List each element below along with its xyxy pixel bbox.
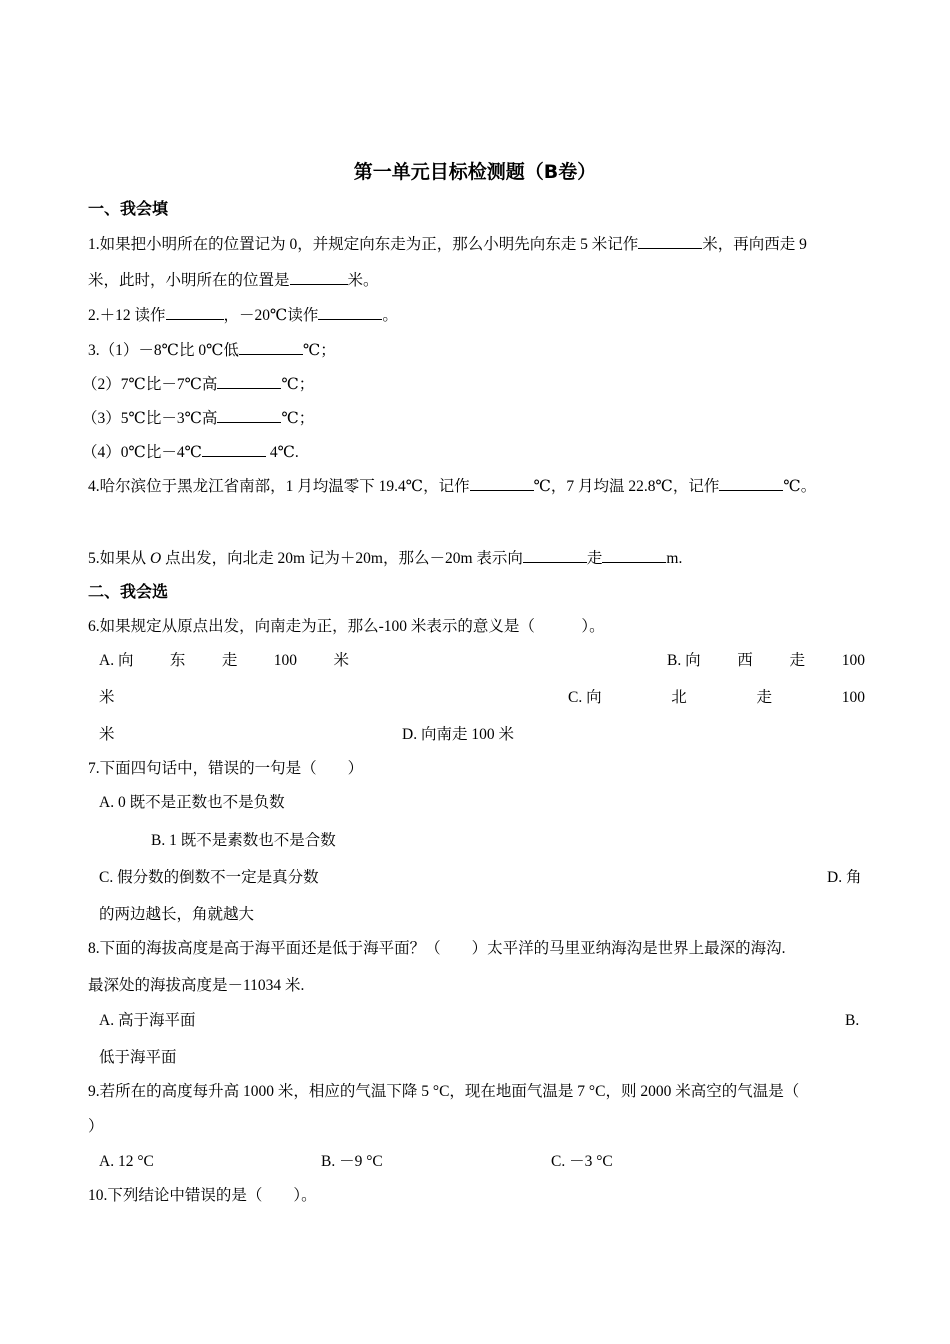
question-2-text: 。 bbox=[382, 307, 398, 324]
question-3-text: ℃； bbox=[281, 376, 315, 393]
question-2-text: ，－20℃读作 bbox=[223, 307, 319, 324]
answer-blank[interactable] bbox=[638, 234, 702, 249]
question-3-text: ℃； bbox=[281, 410, 315, 427]
option-text: 走 bbox=[221, 652, 238, 669]
question-7-option-d[interactable]: D. 角 bbox=[827, 869, 862, 886]
question-7-stem: 7.下面四句话中，错误的一句是（ ） bbox=[88, 760, 364, 777]
option-text: 东 bbox=[169, 652, 186, 669]
option-text: 100 bbox=[273, 652, 298, 669]
option-text: 100 bbox=[841, 689, 865, 706]
question-8-line-1: 8.下面的海拔高度是高于海平面还是低于海平面？（ ）太平洋的马里亚纳海沟是世界上最深的海沟. bbox=[88, 940, 786, 957]
question-8-option-b-tail: 低于海平面 bbox=[99, 1049, 177, 1066]
question-4-text: ℃。 bbox=[783, 478, 817, 495]
section-heading-choose: 二、我会选 bbox=[88, 582, 169, 601]
question-9-line-1: 9.若所在的高度每升高 1000 米，相应的气温下降 5 °C，现在地面气温是 7 °C，则 2000 米高空的气温是（ bbox=[88, 1083, 800, 1100]
question-4-text: 4.哈尔滨位于黑龙江省南部，1 月均温零下 19.4℃，记作 bbox=[88, 478, 470, 495]
answer-blank[interactable] bbox=[290, 270, 348, 285]
option-text: 100 bbox=[841, 652, 865, 669]
question-8-option-a[interactable]: A. 高于海平面 bbox=[99, 1012, 196, 1029]
question-3-line-4 bbox=[82, 442, 299, 463]
point-o-label: O bbox=[150, 550, 162, 567]
question-7-option-b[interactable]: B. 1 既不是素数也不是合数 bbox=[151, 832, 336, 849]
question-6-option-d[interactable]: D. 向南走 100 米 bbox=[402, 726, 514, 743]
answer-blank[interactable] bbox=[523, 548, 587, 563]
question-4 bbox=[88, 476, 816, 497]
question-9-option-b[interactable]: B. －9 °C bbox=[321, 1153, 383, 1170]
page-title: 第一单元目标检测题（B卷） bbox=[353, 161, 597, 183]
option-text: 西 bbox=[737, 652, 753, 669]
question-5-text: 点出发，向北走 20m 记为＋20m，那么－20m 表示向 bbox=[161, 550, 523, 567]
option-text: 走 bbox=[756, 689, 773, 706]
question-1-text: 米，此时，小明所在的位置是 bbox=[88, 272, 290, 289]
question-1-text: 米。 bbox=[347, 272, 379, 289]
question-6-stem: 6.如果规定从原点出发，向南走为正，那么-100 米表示的意义是（ ）。 bbox=[88, 618, 605, 635]
question-3-text: 4℃. bbox=[265, 444, 299, 461]
option-text: 米 bbox=[333, 652, 349, 669]
question-2-text: 2.＋12 读作 bbox=[88, 307, 166, 324]
answer-blank[interactable] bbox=[719, 476, 783, 491]
answer-blank[interactable] bbox=[239, 340, 303, 355]
question-3-line-3 bbox=[82, 408, 314, 429]
answer-blank[interactable] bbox=[166, 305, 224, 320]
question-9-option-c[interactable]: C. －3 °C bbox=[551, 1153, 613, 1170]
question-5 bbox=[88, 548, 682, 569]
question-6-option-c-tail: 米 bbox=[99, 726, 115, 743]
question-5-text: 5.如果从 bbox=[88, 550, 151, 567]
question-3-text: 3.（1）－8℃比 0℃低 bbox=[88, 342, 239, 359]
question-6-option-c[interactable] bbox=[568, 688, 865, 708]
option-text: 北 bbox=[671, 689, 687, 706]
question-6-option-b[interactable] bbox=[667, 651, 865, 671]
option-text: A. 向 bbox=[99, 652, 134, 669]
section-heading-fill: 一、我会填 bbox=[88, 199, 169, 218]
question-8-line-2: 最深处的海拔高度是－11034 米. bbox=[88, 977, 305, 994]
question-2 bbox=[88, 305, 398, 326]
option-text: B. 向 bbox=[667, 652, 701, 669]
question-3-text: （3）5℃比－3℃高 bbox=[82, 410, 218, 427]
question-9-line-2: ） bbox=[88, 1118, 104, 1135]
question-10-stem: 10.下列结论中错误的是（ ）。 bbox=[88, 1187, 317, 1204]
question-1-line-1 bbox=[88, 234, 807, 255]
question-1-text: 1.如果把小明所在的位置记为 0，并规定向东走为正，那么小明先向东走 5 米记作 bbox=[88, 236, 639, 253]
question-1-line-2 bbox=[88, 270, 379, 291]
question-1-text: 米，再向西走 9 bbox=[702, 236, 807, 253]
question-5-text: 走 bbox=[586, 550, 603, 567]
answer-blank[interactable] bbox=[217, 408, 281, 423]
option-text: 走 bbox=[789, 652, 806, 669]
answer-blank[interactable] bbox=[217, 374, 281, 389]
question-3-text: （2）7℃比－7℃高 bbox=[82, 376, 218, 393]
question-3-line-1 bbox=[88, 340, 336, 361]
question-6-option-b-tail: 米 bbox=[99, 689, 115, 706]
answer-blank[interactable] bbox=[602, 548, 666, 563]
question-4-text: ℃，7 月均温 22.8℃，记作 bbox=[533, 478, 720, 495]
option-text: C. 向 bbox=[568, 689, 602, 706]
question-6-option-a[interactable] bbox=[99, 651, 349, 671]
answer-blank[interactable] bbox=[470, 476, 534, 491]
question-5-text: m. bbox=[666, 550, 683, 567]
question-7-option-c[interactable]: C. 假分数的倒数不一定是真分数 bbox=[99, 869, 319, 886]
answer-blank[interactable] bbox=[202, 442, 266, 457]
question-8-option-b[interactable]: B. bbox=[845, 1012, 860, 1029]
answer-blank[interactable] bbox=[318, 305, 382, 320]
question-9-option-a[interactable]: A. 12 °C bbox=[99, 1153, 154, 1170]
question-7-option-d-tail: 的两边越长，角就越大 bbox=[99, 906, 255, 923]
question-3-text: （4）0℃比－4℃ bbox=[82, 444, 202, 461]
question-3-line-2 bbox=[82, 374, 314, 395]
question-3-text: ℃； bbox=[302, 342, 336, 359]
question-7-option-a[interactable]: A. 0 既不是正数也不是负数 bbox=[99, 794, 285, 811]
